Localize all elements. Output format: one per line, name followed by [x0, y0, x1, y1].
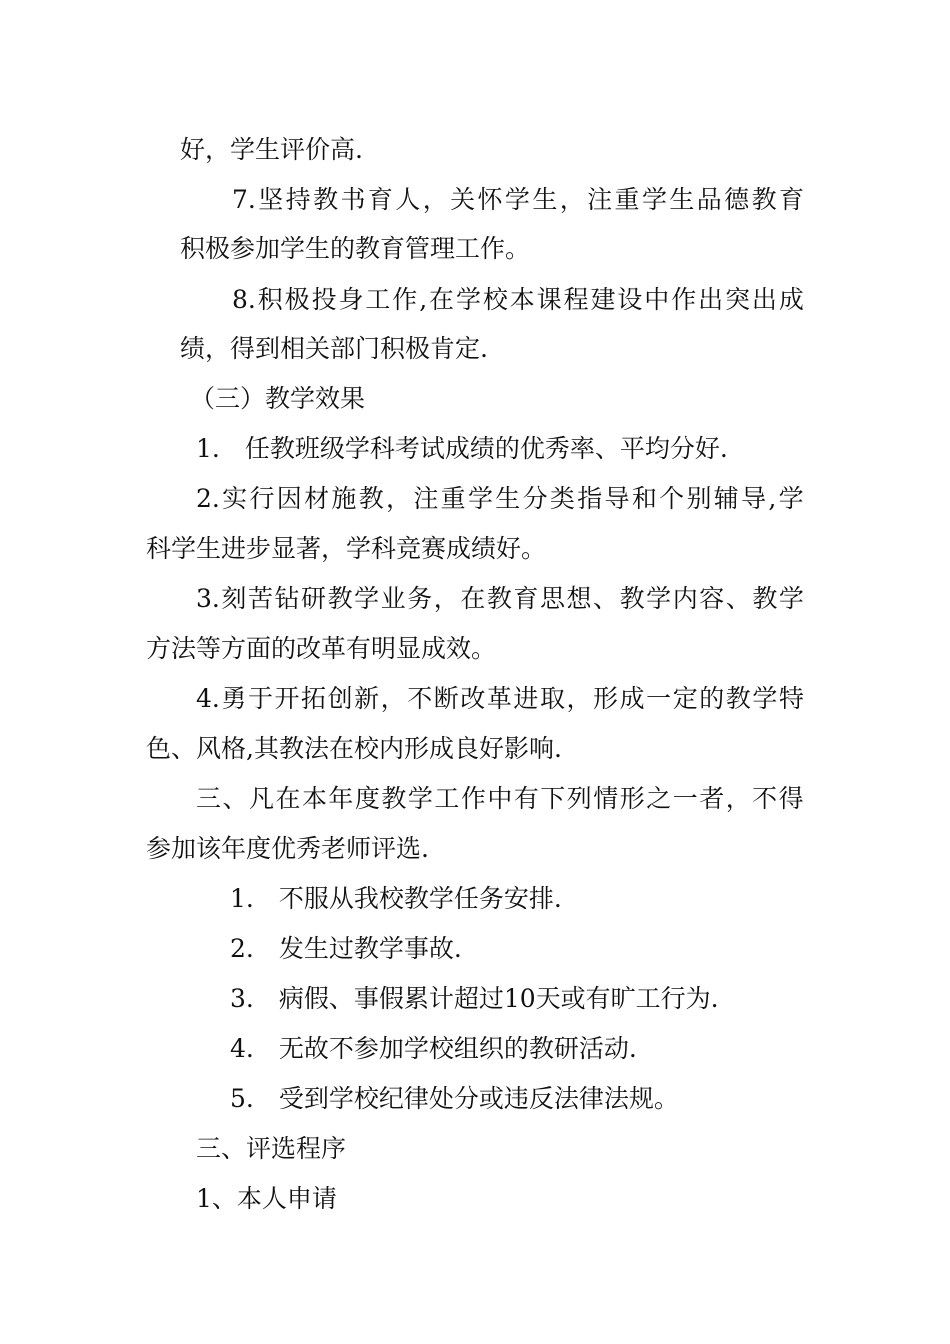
char: 工	[434, 784, 460, 813]
char: 断	[433, 684, 459, 713]
char: 作	[671, 285, 697, 314]
char: 2.	[196, 484, 220, 513]
char: 注	[413, 484, 439, 513]
char: 施	[331, 484, 357, 513]
char: 出	[751, 285, 777, 314]
char: 度	[354, 784, 380, 813]
char: 工	[365, 285, 391, 314]
char: 业	[380, 584, 406, 613]
char: 校	[482, 285, 508, 314]
text-line-1: 好，学生评价高.	[180, 135, 363, 164]
char: 定	[672, 684, 698, 713]
char: 、	[725, 584, 751, 613]
char: 品	[696, 185, 722, 214]
char: 得	[778, 784, 804, 813]
char: 注	[587, 185, 613, 214]
text-line-5: 绩，得到相关部门积极肯定.	[180, 334, 488, 363]
text-line-4	[232, 284, 804, 316]
char: 在	[460, 584, 486, 613]
char: 教	[313, 185, 339, 214]
text-line-11: 方法等方面的改革有明显成效。	[146, 634, 497, 663]
char: ，	[433, 584, 459, 613]
char: 本	[509, 285, 535, 314]
text-line-19: 4. 无故不参加学校组织的教研活动.	[230, 1034, 637, 1063]
char: 7.	[232, 185, 256, 214]
char: 有	[513, 784, 539, 813]
char: 类	[549, 484, 575, 513]
text-line-22: 1、本人申请	[196, 1184, 337, 1213]
char: 坚	[258, 185, 284, 214]
char: 教	[486, 584, 512, 613]
char: 辅	[713, 484, 739, 513]
char: 出	[698, 285, 724, 314]
char: 成	[619, 684, 645, 713]
char: 不	[407, 684, 433, 713]
text-line-2	[232, 184, 804, 216]
section-heading-teaching-effect: （三）教学效果	[190, 384, 366, 413]
char: 中	[644, 285, 670, 314]
char: 学	[778, 584, 804, 613]
text-line-17: 2. 发生过教学事故.	[230, 934, 462, 963]
char: 极	[284, 285, 310, 314]
char: ，	[559, 185, 585, 214]
text-line-10	[196, 583, 804, 615]
char: 内	[672, 584, 698, 613]
text-line-20: 5. 受到学校纪律处分或违反法律法规。	[230, 1084, 679, 1113]
char: 重	[440, 484, 466, 513]
char: 研	[301, 584, 327, 613]
char: 学	[641, 185, 667, 214]
char: ，	[566, 684, 592, 713]
char: 刻	[221, 584, 247, 613]
char: 作	[392, 285, 418, 314]
char: 生	[532, 185, 558, 214]
char: 创	[327, 684, 353, 713]
char: 程	[563, 285, 589, 314]
char: 育	[513, 584, 539, 613]
char: 一	[646, 684, 672, 713]
char: 和	[631, 484, 657, 513]
char: 思	[539, 584, 565, 613]
char: 怀	[477, 185, 503, 214]
char: ，	[386, 484, 412, 513]
char: 在	[275, 784, 301, 813]
char: 形	[619, 784, 645, 813]
text-line-13: 色、风格,其教法在校内形成良好影响.	[146, 734, 562, 763]
section-heading-exclusions	[196, 783, 804, 815]
text-line-3: 积极参加学生的教育管理工作。	[180, 234, 531, 263]
char: 个	[659, 484, 685, 513]
char: 教	[725, 684, 751, 713]
char: 想	[566, 584, 592, 613]
char: 成	[778, 285, 804, 314]
char: 建	[590, 285, 616, 314]
char: 拓	[301, 684, 327, 713]
char: 作	[460, 784, 486, 813]
text-line-18: 3. 病假、事假累计超过10天或有旷工行为.	[230, 984, 719, 1013]
char: 学	[646, 584, 672, 613]
text-line-9: 科学生进步显著，学科竞赛成绩好。	[146, 534, 547, 563]
char: 教	[381, 784, 407, 813]
text-line-8	[196, 483, 804, 515]
char: 突	[725, 285, 751, 314]
char: 新	[354, 684, 380, 713]
char: 分	[522, 484, 548, 513]
text-line-16: 1. 不服从我校教学任务安排.	[230, 884, 562, 913]
char: 教	[752, 584, 778, 613]
text-line-15: 参加该年度优秀老师评选.	[146, 834, 429, 863]
char: 书	[340, 185, 366, 214]
section-heading-selection-procedure: 三、评选程序	[196, 1134, 347, 1163]
char: 者	[699, 784, 725, 813]
char: 本	[301, 784, 327, 813]
char: 改	[460, 684, 486, 713]
char: 的	[699, 684, 725, 713]
char: 务	[407, 584, 433, 613]
char: ，	[380, 684, 406, 713]
char: 8.	[232, 285, 256, 314]
char: ,	[419, 285, 428, 314]
char: 中	[487, 784, 513, 813]
char: 学	[407, 784, 433, 813]
char: 导	[741, 484, 767, 513]
char: 身	[338, 285, 364, 314]
char: 积	[257, 285, 283, 314]
char: 因	[276, 484, 302, 513]
char: 教	[358, 484, 384, 513]
char: 4.	[196, 684, 220, 713]
char: 学	[455, 285, 481, 314]
text-line-12	[196, 683, 804, 715]
char: 重	[614, 185, 640, 214]
char: 生	[495, 484, 521, 513]
char: 勇	[221, 684, 247, 713]
char: 下	[540, 784, 566, 813]
char: 育	[778, 185, 804, 214]
char: 导	[604, 484, 630, 513]
char: 课	[536, 285, 562, 314]
char: 进	[513, 684, 539, 713]
char: 容	[699, 584, 725, 613]
char: 一	[672, 784, 698, 813]
char: 育	[367, 185, 393, 214]
char: 、	[593, 584, 619, 613]
char: 钻	[274, 584, 300, 613]
char: 人	[395, 185, 421, 214]
char: 在	[429, 285, 455, 314]
char: ,	[768, 484, 777, 513]
char: 开	[274, 684, 300, 713]
text-line-7: 1. 任教班级学科考试成绩的优秀率、平均分好.	[196, 434, 728, 463]
char: 设	[617, 285, 643, 314]
char: 投	[311, 285, 337, 314]
char: 指	[577, 484, 603, 513]
char: 实	[222, 484, 248, 513]
char: 行	[249, 484, 275, 513]
char: 学	[504, 185, 530, 214]
char: 取	[539, 684, 565, 713]
char: 、	[222, 784, 248, 813]
char: ，	[422, 185, 448, 214]
char: 关	[450, 185, 476, 214]
char: 特	[778, 684, 804, 713]
char: 别	[686, 484, 712, 513]
char: 革	[486, 684, 512, 713]
char: 之	[646, 784, 672, 813]
char: 教	[619, 584, 645, 613]
char: 材	[304, 484, 330, 513]
char: 凡	[248, 784, 274, 813]
char: 持	[285, 185, 311, 214]
char: 年	[328, 784, 354, 813]
char: 生	[669, 185, 695, 214]
char: ，	[725, 784, 751, 813]
char: 形	[593, 684, 619, 713]
char: 德	[724, 185, 750, 214]
char: 学	[467, 484, 493, 513]
char: 教	[327, 584, 353, 613]
char: 不	[752, 784, 778, 813]
char: 学	[354, 584, 380, 613]
char: 于	[247, 684, 273, 713]
char: 列	[566, 784, 592, 813]
char: 情	[593, 784, 619, 813]
char: 苦	[247, 584, 273, 613]
char: 3.	[196, 584, 220, 613]
char: 学	[778, 484, 804, 513]
char: 学	[752, 684, 778, 713]
char: 三	[196, 784, 222, 813]
char: 教	[751, 185, 777, 214]
